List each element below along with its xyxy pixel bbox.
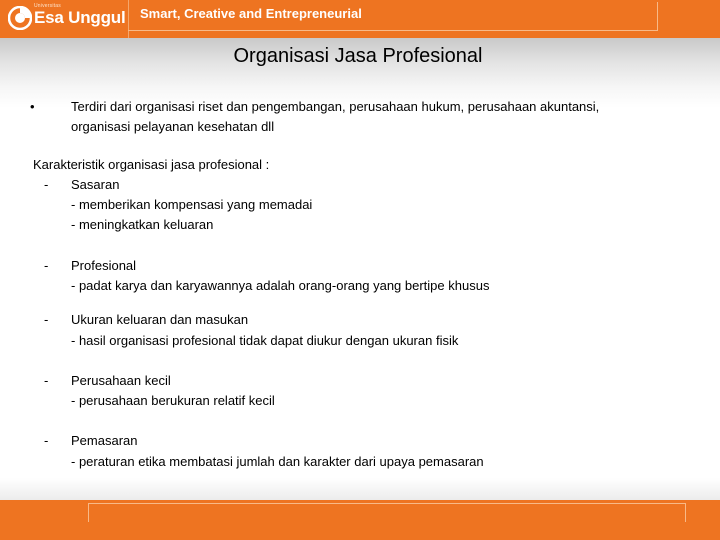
item-title-sasaran: Sasaran	[71, 177, 120, 192]
item-title-profesional: Profesional	[71, 258, 137, 273]
slide-title: Organisasi Jasa Profesional	[233, 45, 483, 67]
item-detail: - meningkatkan keluaran	[71, 217, 214, 232]
item-dash: -	[44, 177, 49, 192]
item-title-perusahaan-kecil: Perusahaan kecil	[71, 373, 171, 388]
item-detail: - hasil organisasi profesional tidak dapat diukur dengan ukuran fisik	[71, 333, 459, 348]
item-detail: - peraturan etika membatasi jumlah dan karakter dari upaya pemasaran	[71, 454, 484, 469]
item-dash: -	[44, 312, 49, 327]
item-title-pemasaran: Pemasaran	[71, 433, 138, 448]
item-dash: -	[44, 373, 49, 388]
footer-shade-band	[0, 478, 720, 500]
intro-line-1: Terdiri dari organisasi riset dan pengembangan, perusahaan hukum, perusahaan akuntansi,	[71, 99, 600, 114]
item-detail: - perusahaan berukuran relatif kecil	[71, 393, 275, 408]
logo-text: Esa Unggul	[34, 8, 126, 27]
item-dash: -	[44, 258, 49, 273]
item-detail: - padat karya dan karyawannya adalah orang-orang yang bertipe khusus	[71, 278, 490, 293]
characteristics-heading: Karakteristik organisasi jasa profesional :	[33, 157, 270, 172]
logo-small-text: Universitas	[34, 3, 61, 9]
header-tagline: Smart, Creative and Entrepreneurial	[140, 6, 362, 21]
intro-line-2: organisasi pelayanan kesehatan dll	[71, 119, 275, 134]
item-title-ukuran: Ukuran keluaran dan masukan	[71, 312, 249, 327]
item-dash: -	[44, 433, 49, 448]
item-detail: - memberikan kompensasi yang memadai	[71, 197, 313, 212]
footer-divider	[88, 503, 686, 522]
intro-bullet: •	[30, 99, 35, 114]
